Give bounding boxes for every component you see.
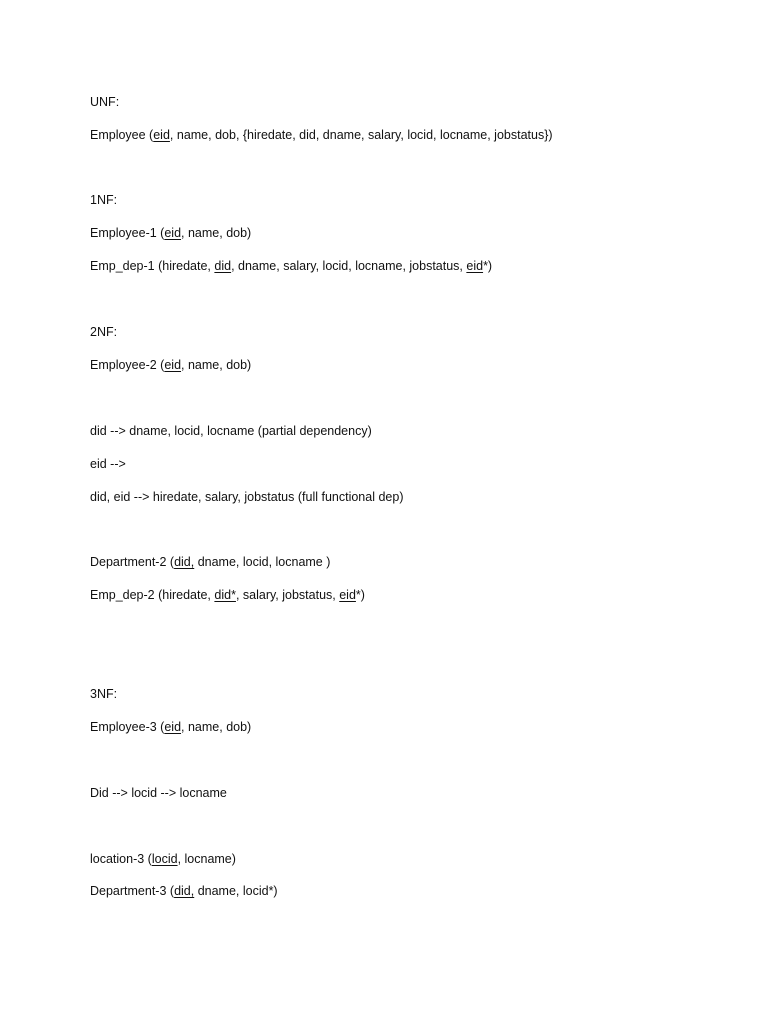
nf2-emp-dep-line <box>90 587 365 603</box>
text-segment: , name, dob) <box>181 226 252 240</box>
nf3-location-line <box>90 851 236 867</box>
text-segment: , name, dob, {hiredate, did, dname, salary, locid, locname, jobstatus}) <box>169 128 553 142</box>
nf2-dependency-3: did, eid --> hiredate, salary, jobstatus (full functional dep) <box>90 490 404 504</box>
nf3-dependency-1: Did --> locid --> locname <box>90 786 227 800</box>
text-segment: , locname) <box>177 852 236 866</box>
text-segment: Emp_dep-2 (hiredate, <box>90 588 215 602</box>
nf2-heading: 2NF: <box>90 325 118 339</box>
text-segment: , name, dob) <box>181 358 252 372</box>
foreign-key: eid <box>466 259 484 273</box>
nf3-heading: 3NF: <box>90 687 118 701</box>
primary-key: locid <box>151 852 178 866</box>
primary-key: did* <box>214 588 236 602</box>
nf2-dependency-2: eid --> <box>90 457 126 471</box>
unf-heading: UNF: <box>90 95 120 109</box>
text-segment: , salary, jobstatus, <box>235 588 340 602</box>
nf1-employee-line <box>90 225 251 241</box>
primary-key: eid <box>164 720 182 734</box>
primary-key: did <box>214 259 232 273</box>
text-segment: Employee ( <box>90 128 154 142</box>
nf2-dependency-1: did --> dname, locid, locname (partial dependency) <box>90 424 372 438</box>
text-segment: location-3 ( <box>90 852 152 866</box>
primary-key: did, <box>174 884 195 898</box>
text-segment: , name, dob) <box>181 720 252 734</box>
nf3-department-line <box>90 883 278 899</box>
primary-key: eid <box>153 128 170 142</box>
text-segment: *) <box>483 259 493 273</box>
text-segment: Emp_dep-1 (hiredate, <box>90 259 215 273</box>
nf1-heading: 1NF: <box>90 193 118 207</box>
nf3-employee-line <box>90 719 251 735</box>
nf2-employee-line <box>90 357 251 373</box>
text-segment: dname, locid*) <box>194 884 278 898</box>
text-segment: Employee-2 ( <box>90 358 165 372</box>
nf1-emp-dep-line <box>90 258 492 274</box>
foreign-key: eid <box>339 588 356 602</box>
text-segment: dname, locid, locname ) <box>194 555 331 569</box>
text-segment: Department-3 ( <box>90 884 175 898</box>
text-segment: *) <box>355 588 365 602</box>
text-segment: , dname, salary, locid, locname, jobstatus, <box>231 259 467 273</box>
text-segment: Employee-3 ( <box>90 720 165 734</box>
text-segment: Department-2 ( <box>90 555 175 569</box>
text-segment: Employee-1 ( <box>90 226 165 240</box>
primary-key: eid <box>164 358 182 372</box>
primary-key: eid <box>164 226 182 240</box>
primary-key: did, <box>174 555 195 569</box>
unf-employee-line <box>90 127 553 143</box>
nf2-department-line <box>90 554 330 570</box>
